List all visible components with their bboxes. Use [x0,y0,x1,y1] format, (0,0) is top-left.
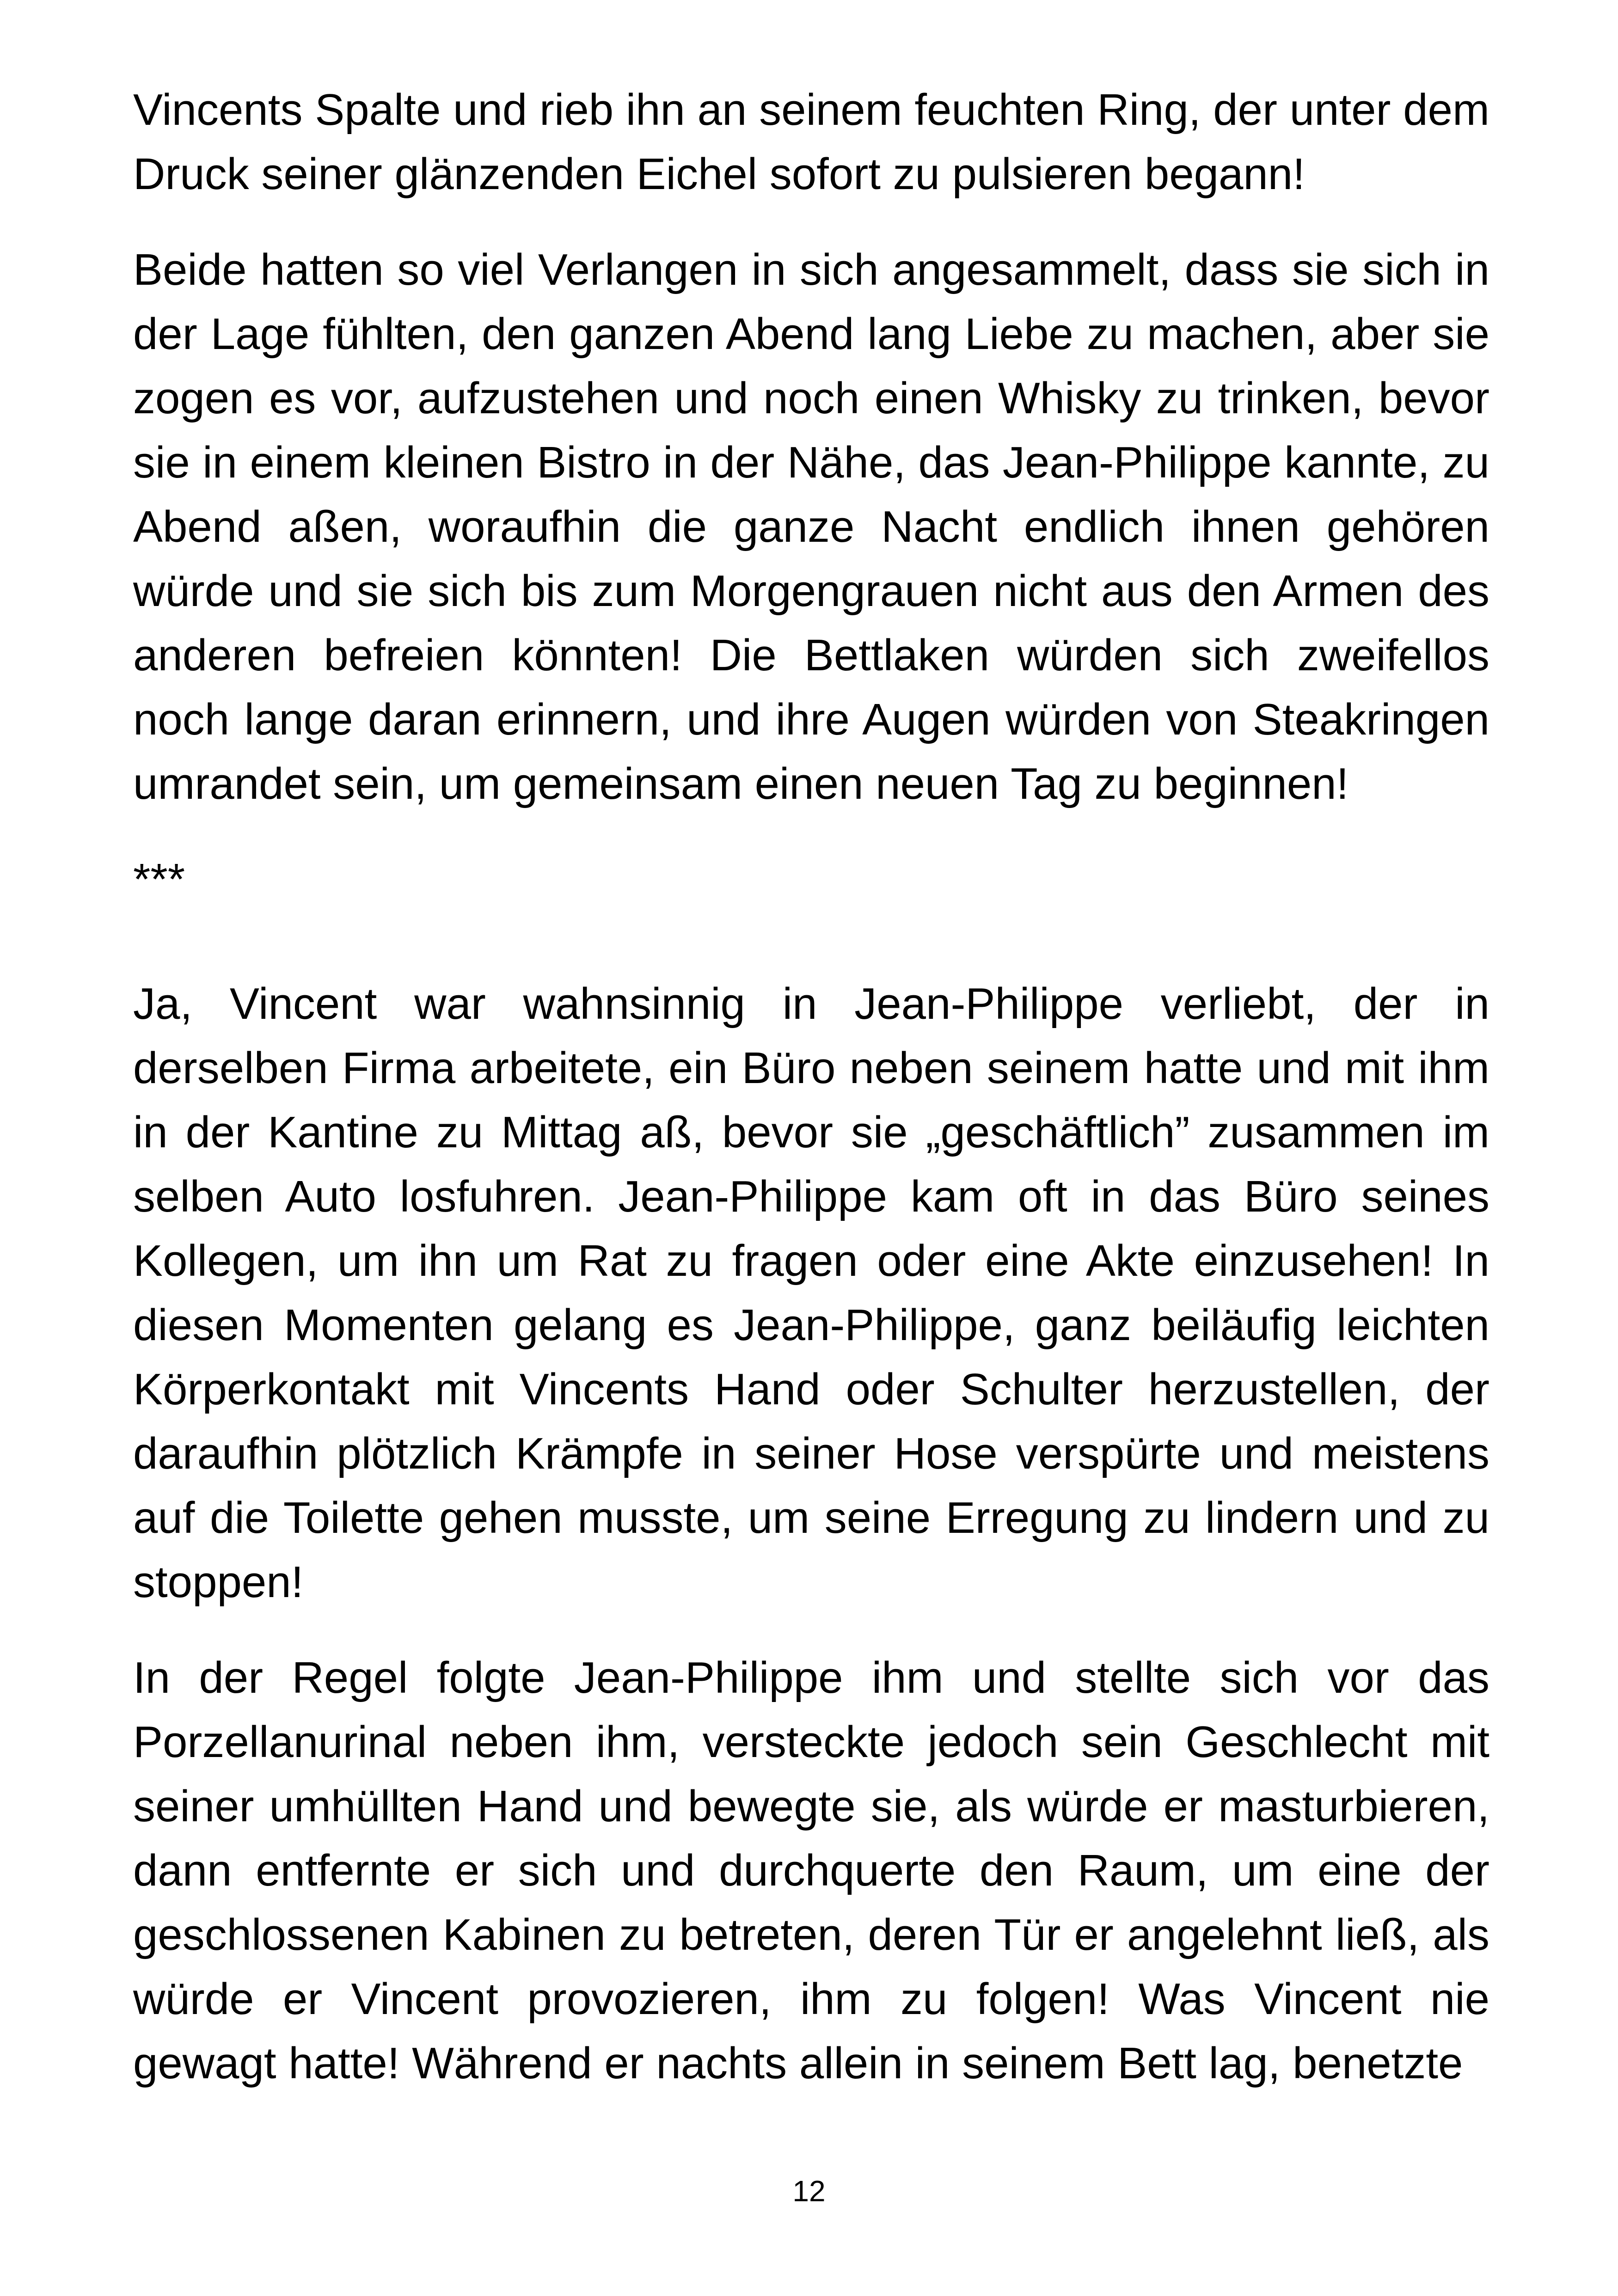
paragraph-1: Vincents Spalte und rieb ihn an seinem feuchten Ring, der unter dem Druck seiner glänzenden Eichel sofort zu pulsieren begann! [133,85,1489,199]
paragraph-2: Beide hatten so viel Verlangen in sich angesammelt, dass sie sich in der Lage fühlten, den ganzen Abend lang Liebe zu machen, aber sie zogen es vor, aufzustehen und noch einen Whisky zu trinken, bevor sie in einem kleinen Bistro in der Nähe, das Jean-Philippe kannte, zu Abend aßen, woraufhin die ganze Nacht endlich ihnen gehören würde und sie sich bis zum Morgengrauen nicht aus den Armen des anderen befreien könnten! Die Bettlaken würden sich zweifellos noch lange daran erinnern, und ihre Augen würden von Steakringen umrandet sein, um gemeinsam einen neuen Tag zu beginnen! [133,245,1489,808]
page-body [133,78,1489,2127]
section-separator: *** [133,855,185,904]
paragraph-4: In der Regel folgte Jean-Philippe ihm und stellte sich vor das Porzellanurinal neben ihm, versteckte jedoch sein Geschlecht mit seiner umhüllten Hand und bewegte sie, als würde er masturbieren, dann entfernte er sich und durchquerte den Raum, um eine der geschlossenen Kabinen zu betreten, deren Tür er angelehnt ließ, als würde er Vincent provozieren, ihm zu folgen! Was Vincent nie gewagt hatte! Während er nachts allein in seinem Bett lag, benetzte [133,1653,1489,2088]
page-number: 12 [792,2174,826,2208]
paragraph-3: Ja, Vincent war wahnsinnig in Jean-Philippe verliebt, der in derselben Firma arbeitete, ein Büro neben seinem hatte und mit ihm in der Kantine zu Mittag aß, bevor sie „geschäftlich” zusammen im selben Auto losfuhren. Jean-Philippe kam oft in das Büro seines Kollegen, um ihn um Rat zu fragen oder eine Akte einzusehen! In diesen Momenten gelang es Jean-Philippe, ganz beiläufig leichten Körperkontakt mit Vincents Hand oder Schulter herzustellen, der daraufhin plötzlich Krämpfe in seiner Hose verspürte und meistens auf die Toilette gehen musste, um seine Erregung zu lindern und zu stoppen! [133,979,1489,1607]
